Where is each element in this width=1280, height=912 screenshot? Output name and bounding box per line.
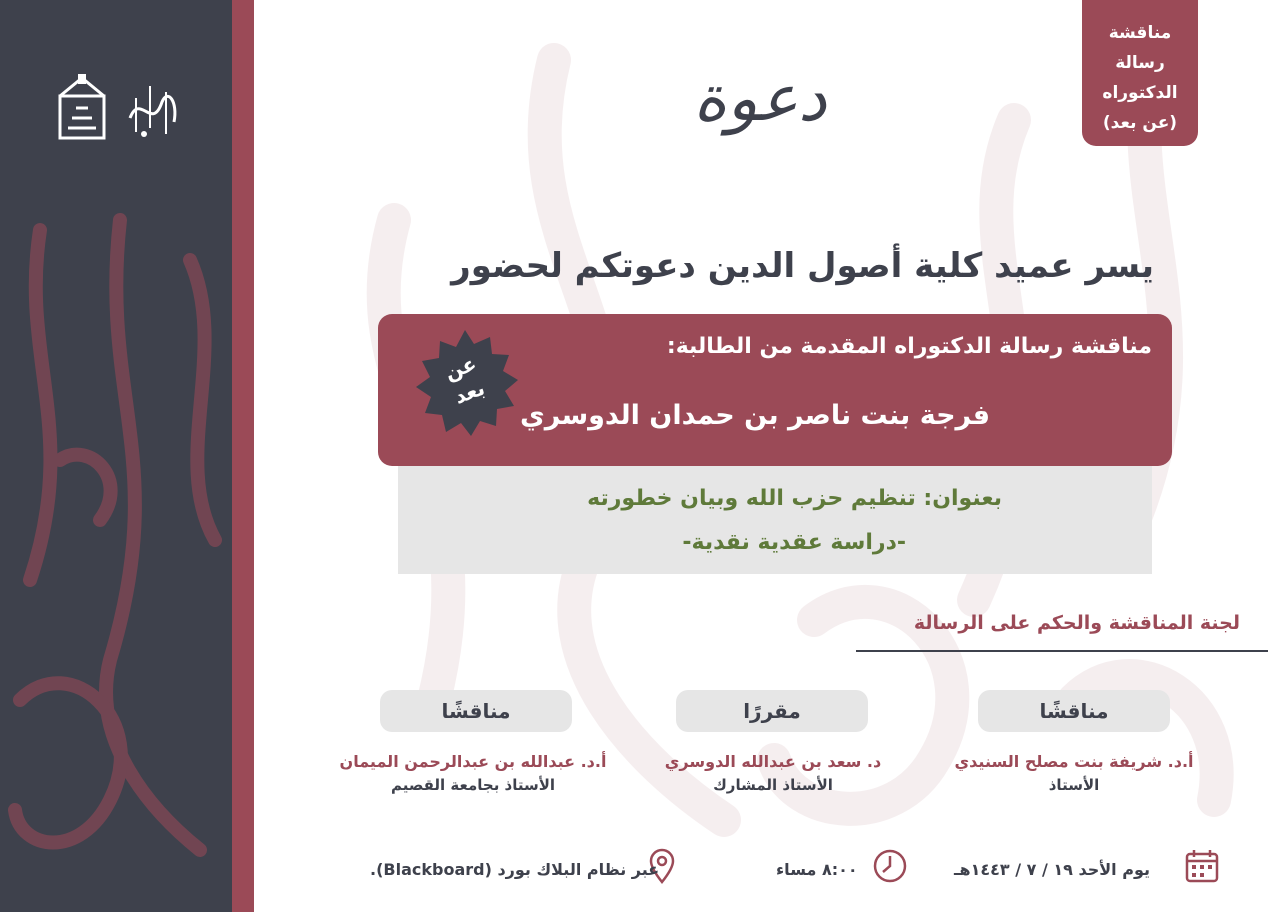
remote-stamp-line-1: عن (441, 351, 480, 385)
student-name: فرجة بنت ناصر بن حمدان الدوسري (520, 400, 990, 431)
member-3-name: أ.د. عبدالله بن عبدالرحمن الميمان (339, 752, 607, 771)
committee-divider (856, 650, 1268, 652)
event-date: يوم الأحد ١٩ / ٧ / ١٤٤٣هـ (954, 860, 1150, 879)
badge-line-3: الدكتوراه (1102, 83, 1178, 103)
calendar-icon (1184, 848, 1220, 884)
badge-line-1: مناقشة (1108, 23, 1172, 43)
member-2-title: الأستاذ المشارك (713, 776, 833, 794)
event-time: ٨:٠٠ مساء (776, 860, 858, 879)
remote-stamp-line-2: بعد (451, 375, 488, 409)
member-3-title: الأستاذ بجامعة القصيم (390, 776, 556, 794)
doctorate-remote-badge (1082, 0, 1198, 146)
thesis-title: بعنوان: تنظيم حزب الله وبيان خطورته (587, 486, 1002, 511)
member-2-name: د. سعد بن عبدالله الدوسري (664, 752, 882, 771)
member-2-role: مقررًا (676, 690, 868, 732)
sidebar-accent-stripe (232, 0, 254, 912)
invitation-title: دعوة (693, 62, 827, 136)
badge-line-2: رسالة (1115, 53, 1165, 73)
discussion-intro: مناقشة رسالة الدكتوراه المقدمة من الطالبة: (666, 334, 1152, 359)
sidebar-calligraphy-watermark (0, 200, 252, 912)
member-3-role: مناقشًا (380, 690, 572, 732)
imam-university-logo (52, 72, 112, 142)
member-1-name: أ.د. شريفة بنت مصلح السنيدي (954, 752, 1194, 771)
osol-aldeen-college-logo (122, 72, 182, 142)
member-1-title: الأستاذ (1048, 776, 1100, 794)
invitation-calligraphy-title (690, 62, 830, 182)
student-info-box (378, 314, 1172, 466)
invitation-headline: يسر عميد كلية أصول الدين دعوتكم لحضور (451, 246, 1154, 286)
event-location: عبر نظام البلاك بورد (Blackboard). (370, 860, 660, 879)
thesis-subtitle: -دراسة عقدية نقدية- (682, 530, 906, 555)
thesis-title-box (398, 466, 1152, 574)
committee-heading: لجنة المناقشة والحكم على الرسالة (913, 612, 1240, 634)
member-1-role: مناقشًا (978, 690, 1170, 732)
badge-line-4: (عن بعد) (1102, 113, 1178, 133)
clock-icon (872, 848, 908, 884)
left-sidebar (0, 0, 252, 912)
